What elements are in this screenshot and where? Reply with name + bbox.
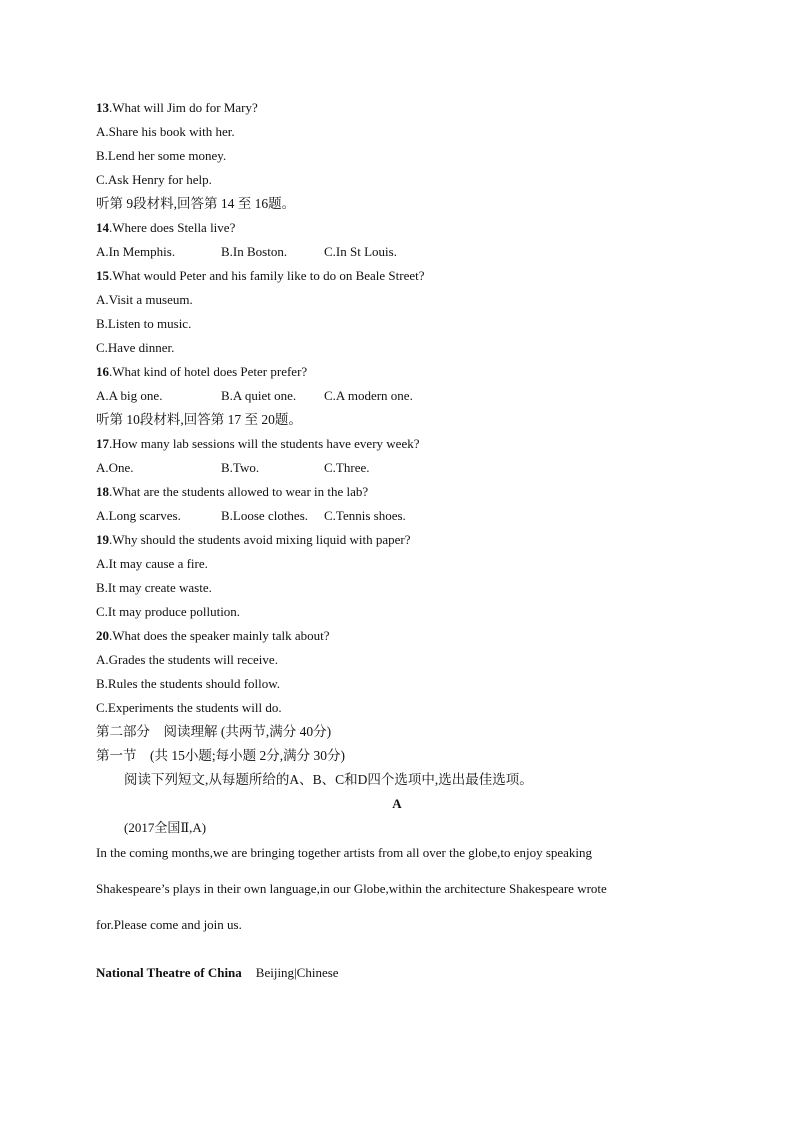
option-b: B.It may create waste.	[96, 580, 212, 595]
question-text: .What kind of hotel does Peter prefer?	[109, 364, 308, 379]
option-a: A.Long scarves.	[96, 508, 181, 523]
theatre-place: Beijing|Chinese	[255, 965, 339, 980]
question-number: 19	[96, 532, 109, 547]
question-16	[96, 364, 307, 380]
question-number: 13	[96, 100, 109, 115]
option-b: B.Lend her some money.	[96, 148, 227, 163]
question-17	[96, 436, 419, 452]
question-number: 20	[96, 628, 109, 643]
option-b: B.Loose clothes.	[221, 508, 309, 523]
question-number: 16	[96, 364, 109, 379]
option-c: C.Experiments the students will do.	[96, 700, 282, 715]
option-a: A.It may cause a fire.	[96, 556, 208, 571]
option-a: A.Visit a museum.	[96, 292, 193, 307]
part-2-heading: 第二部分 阅读理解 (共两节,满分 40分)	[96, 724, 332, 739]
reading-instruction: 阅读下列短文,从每题所给的A、B、C和D四个选项中,选出最佳选项。	[124, 772, 533, 787]
question-15	[96, 268, 425, 284]
question-text: .What will Jim do for Mary?	[109, 100, 258, 115]
option-c: C.Tennis shoes.	[324, 508, 406, 523]
option-b: B.In Boston.	[221, 244, 288, 259]
option-a: A.A big one.	[96, 388, 163, 403]
question-text: .Where does Stella live?	[109, 220, 236, 235]
passage-line-1: In the coming months,we are bringing together artists from all over the globe,to enjoy speaking	[96, 845, 593, 860]
passage-source: (2017全国Ⅱ,A)	[124, 820, 207, 835]
theatre-name: National Theatre of China	[96, 965, 242, 980]
passage-line-2: Shakespeare’s plays in their own language,in our Globe,within the architecture Shakespeare wrote	[96, 881, 607, 896]
option-b: B.Listen to music.	[96, 316, 192, 331]
instruction-material-10: 听第 10段材料,回答第 17 至 20题。	[96, 412, 302, 427]
question-14	[96, 220, 235, 236]
question-number: 18	[96, 484, 109, 499]
theatre-entry	[96, 965, 339, 981]
question-text: .What does the speaker mainly talk about?	[109, 628, 330, 643]
question-19	[96, 532, 411, 548]
option-a: A.Grades the students will receive.	[96, 652, 278, 667]
question-18	[96, 484, 368, 500]
option-c: C.It may produce pollution.	[96, 604, 241, 619]
passage-line-3: for.Please come and join us.	[96, 917, 242, 932]
question-text: .Why should the students avoid mixing liquid with paper?	[109, 532, 411, 547]
option-c: C.A modern one.	[324, 388, 413, 403]
option-b: B.Rules the students should follow.	[96, 676, 281, 691]
option-a: A.In Memphis.	[96, 244, 176, 259]
option-c: C.Ask Henry for help.	[96, 172, 212, 187]
option-c: C.In St Louis.	[324, 244, 397, 259]
instruction-material-9: 听第 9段材料,回答第 14 至 16题。	[96, 196, 296, 211]
option-b: B.Two.	[221, 460, 260, 475]
question-text: .What are the students allowed to wear in the lab?	[109, 484, 369, 499]
question-number: 17	[96, 436, 109, 451]
question-20	[96, 628, 330, 644]
question-number: 14	[96, 220, 109, 235]
section-1-heading: 第一节 (共 15小题;每小题 2分,满分 30分)	[96, 748, 345, 763]
option-a: A.Share his book with her.	[96, 124, 235, 139]
passage-label: A	[392, 796, 402, 811]
option-b: B.A quiet one.	[221, 388, 297, 403]
question-number: 15	[96, 268, 109, 283]
question-text: .How many lab sessions will the students have every week?	[109, 436, 420, 451]
question-13	[96, 100, 258, 116]
question-text: .What would Peter and his family like to do on Beale Street?	[109, 268, 425, 283]
option-c: C.Have dinner.	[96, 340, 175, 355]
option-a: A.One.	[96, 460, 134, 475]
option-c: C.Three.	[324, 460, 370, 475]
